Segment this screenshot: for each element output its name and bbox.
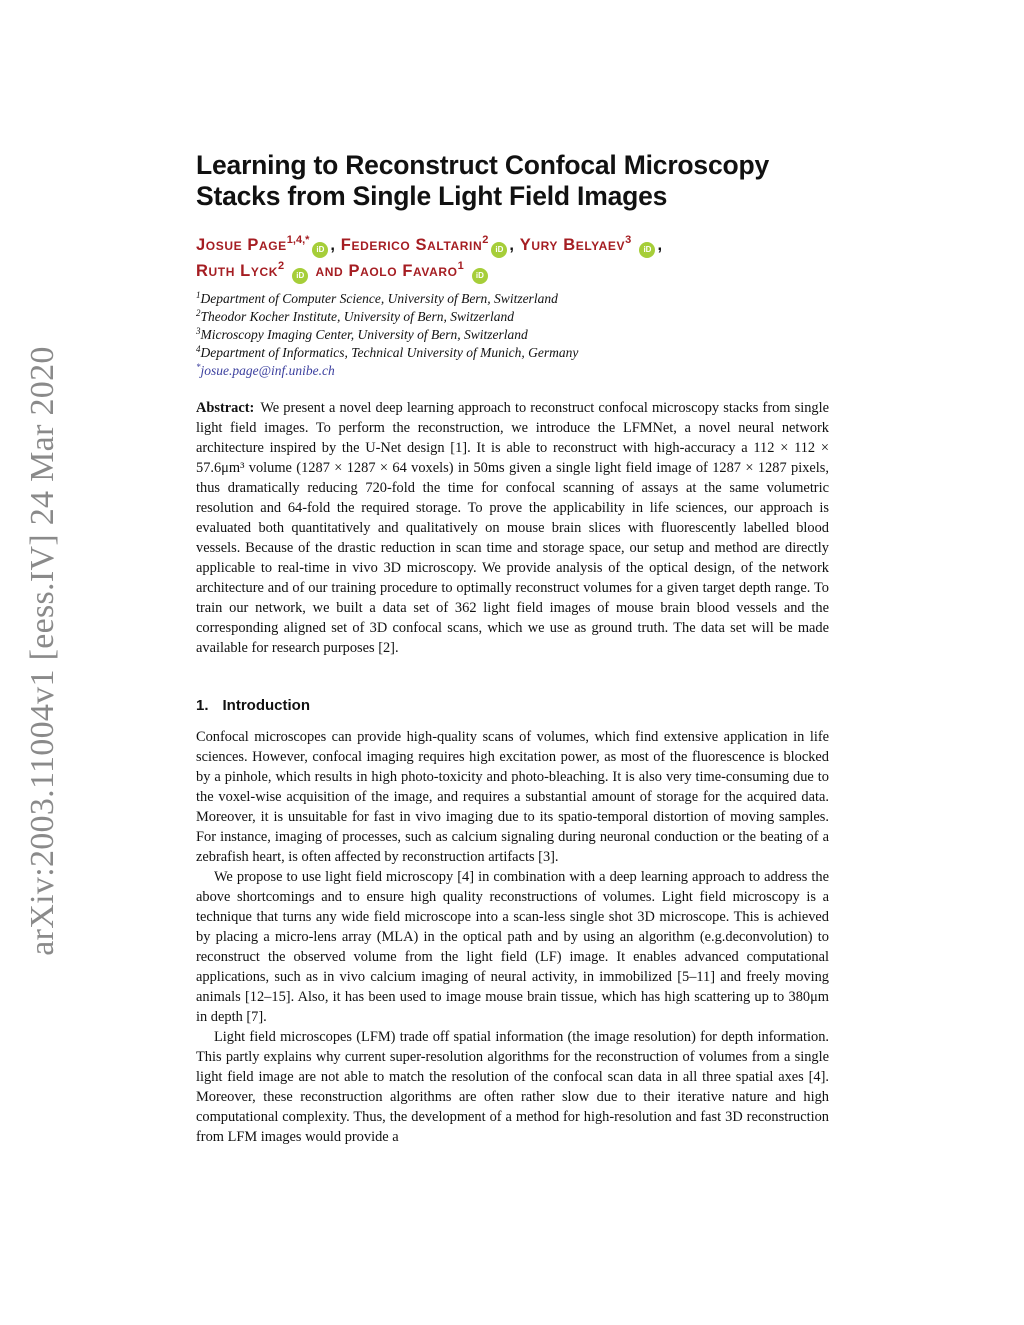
author-affiliation-marker: 1 (457, 260, 464, 272)
abstract-label: Abstract: (196, 400, 255, 416)
affiliation-text: Microscopy Imaging Center, University of Bern, Switzerland (200, 327, 528, 342)
orcid-icon[interactable]: iD (491, 242, 507, 258)
affiliation-list (196, 290, 836, 380)
affiliation-text: Department of Computer Science, University of Bern, Switzerland (200, 291, 558, 306)
orcid-icon[interactable]: iD (312, 242, 328, 258)
author-name: Federico Saltarin (340, 236, 483, 254)
introduction-body (196, 727, 829, 1147)
title-line-1: Learning to Reconstruct Confocal Microscopy (196, 150, 770, 180)
abstract (196, 398, 829, 658)
paper-title (196, 150, 896, 212)
affiliation-marker: 3 (196, 326, 201, 336)
affiliation-line (196, 308, 836, 326)
affiliation-text: Department of Informatics, Technical University of Munich, Germany (200, 345, 579, 360)
paragraph: We propose to use light field microscopy [4] in combination with a deep learning approach to address the above shortcomings and to ensure high quality reconstructions of volumes. Light field microscopy is a technique that turns any wide field microscope into a scan-less single shot 3D microscope. This is achieved by placing a micro-lens array (MLA) in the optical path and by using an algorithm (e.g.deconvolution) to reconstruct the observed volume from the light field (LF) image. It enables advanced computational applications, such as in vivo calcium imaging of neural activity, in immobilized [5–11] and freely moving animals [12–15]. Also, it has been used to image mouse brain tissue, which has high scattering up to 380μm in depth [7]. (196, 869, 829, 1025)
author-affiliation-marker: 2 (482, 234, 489, 246)
email-link[interactable]: josue.page@inf.unibe.ch (200, 363, 335, 378)
orcid-icon[interactable]: iD (472, 268, 488, 284)
affiliation-marker: 4 (196, 344, 201, 354)
author-conjunction: and (315, 262, 344, 280)
section-heading (196, 696, 310, 716)
paragraph: Confocal microscopes can provide high-quality scans of volumes, which find extensive application in life sciences. However, confocal imaging requires high excitation power, as most of the fluorescence is blocked by a pinhole, which results in high photo-toxicity and photo-bleaching. It is also very time-consuming due to the voxel-wise acquisition of the image, and requires a substantial amount of storage for the acquired data. Moreover, it is unsuitable for fast in vivo imaging due to its spatio-temporal distortion of moving samples. For instance, imaging of processes, such as calcium signaling during neuronal conduction or the beating of a zebrafish heart, is often affected by reconstruction artifacts [3]. (196, 729, 829, 865)
title-line-2: Stacks from Single Light Field Images (196, 181, 668, 211)
affiliation-text: Theodor Kocher Institute, University of Bern, Switzerland (200, 309, 514, 324)
author-affiliation-marker: 3 (625, 234, 632, 246)
author-name: Yury Belyaev (519, 236, 626, 254)
section-title: Introduction (222, 697, 310, 714)
corresponding-email[interactable] (196, 362, 836, 380)
orcid-icon[interactable]: iD (292, 268, 308, 284)
affiliation-line (196, 326, 836, 344)
affiliation-marker: 2 (196, 308, 201, 318)
email-marker: * (196, 362, 201, 372)
author-name: Ruth Lyck (196, 262, 278, 280)
section-number: 1. (196, 697, 209, 714)
affiliation-line (196, 344, 836, 362)
arxiv-identifier-text: arXiv:2003.11004v1 [eess.IV] 24 Mar 2020 (24, 346, 61, 956)
author-name: Josue Page (196, 236, 287, 254)
paragraph: Light field microscopes (LFM) trade off spatial information (the image resolution) for depth information. This partly explains why current super-resolution algorithms for the reconstruction of volumes from a single light field image are not able to match the resolution of the confocal scan data in all three spatial axes [4]. Moreover, these reconstruction algorithms are often rather slow due to their iterative nature and high computational complexity. Thus, the development of a method for high-resolution and fast 3D reconstruction from LFM images would provide a (196, 1029, 829, 1145)
author-list: Josue Page$^{1,4,*}$iD , Federico Saltarin$^2$iD , Yury Belyaev$^3$ iD , Ruth Lyck$^2$ iD and Paolo Favaro$^1$ iD (196, 232, 836, 284)
author-name: Paolo Favaro (348, 262, 458, 280)
orcid-icon[interactable]: iD (639, 242, 655, 258)
affiliation-marker: 1 (196, 290, 201, 300)
author-affiliation-marker: 1,4,* (286, 234, 310, 246)
author-affiliation-marker: 2 (277, 260, 285, 272)
arxiv-identifier (20, 346, 66, 956)
abstract-text: We present a novel deep learning approach to reconstruct confocal microscopy stacks from single light field images. To perform the reconstruction, we introduce the LFMNet, a novel neural network architecture inspired by the U-Net design [1]. It is able to reconstruct with high-accuracy a 112 × 112 × 57.6μm³ volume (1287 × 1287 × 64 voxels) in 50ms given a single light field image of 1287 × 1287 pixels, thus dramatically reducing 720-fold the time for confocal scanning of assays at the same volumetric resolution and 64-fold the required storage. To prove the applicability in life sciences, our approach is evaluated both quantitatively and qualitatively on mouse brain slices with fluorescently labelled blood vessels. Because of the drastic reduction in scan time and storage space, our setup and method are directly applicable to real-time in vivo 3D microscopy. We provide analysis of the optical design, of the network architecture and of our training procedure to optimally reconstruct volumes for a given target depth range. To train our network, we built a data set of 362 light field images of mouse brain blood vessels and the corresponding aligned set of 3D confocal scans, which we use as ground truth. The data set will be made available for research purposes [2]. (196, 400, 829, 656)
affiliation-line (196, 290, 836, 308)
